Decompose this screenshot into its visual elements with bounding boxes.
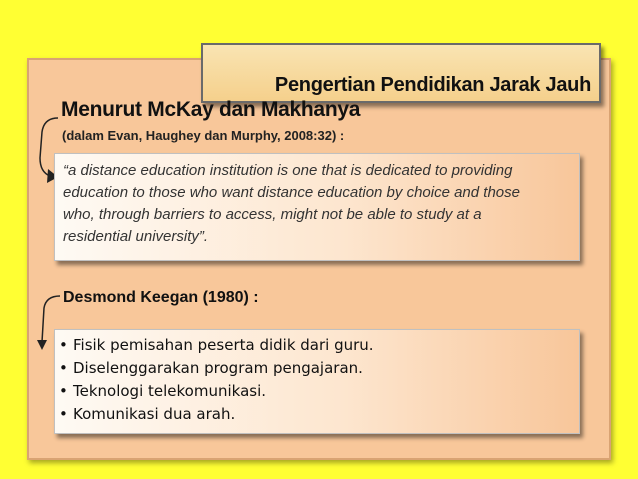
quote-box	[54, 153, 580, 261]
list-item: • Diselenggarakan program pengajaran.	[59, 357, 374, 380]
list-box	[54, 329, 580, 434]
section1-heading: Menurut McKay dan Makhanya	[61, 98, 361, 121]
section1-source: (dalam Evan, Haughey dan Murphy, 2008:32) :	[62, 128, 345, 143]
bullet-icon: •	[59, 405, 68, 423]
quote-line: who, through barriers to access, might not be able to study at a	[63, 206, 482, 223]
bullet-icon: •	[59, 336, 68, 354]
slide-title: Pengertian Pendidikan Jarak Jauh	[274, 74, 591, 96]
bullet-icon: •	[59, 359, 68, 377]
section2-heading: Desmond Keegan (1980) :	[63, 289, 259, 306]
bullet-icon: •	[59, 382, 68, 400]
quote-line: education to those who want distance education by choice and those	[63, 184, 520, 201]
list-item: • Komunikasi dua arah.	[59, 403, 374, 426]
quote-line: residential university”.	[63, 228, 209, 245]
list-item: • Teknologi telekomunikasi.	[59, 380, 374, 403]
list-item: • Fisik pemisahan peserta didik dari guru.	[59, 334, 374, 357]
bullet-list	[59, 334, 374, 426]
quote-text	[63, 160, 573, 248]
quote-line: “a distance education institution is one that is dedicated to providing	[63, 162, 513, 179]
arrow-head-2	[37, 340, 47, 350]
